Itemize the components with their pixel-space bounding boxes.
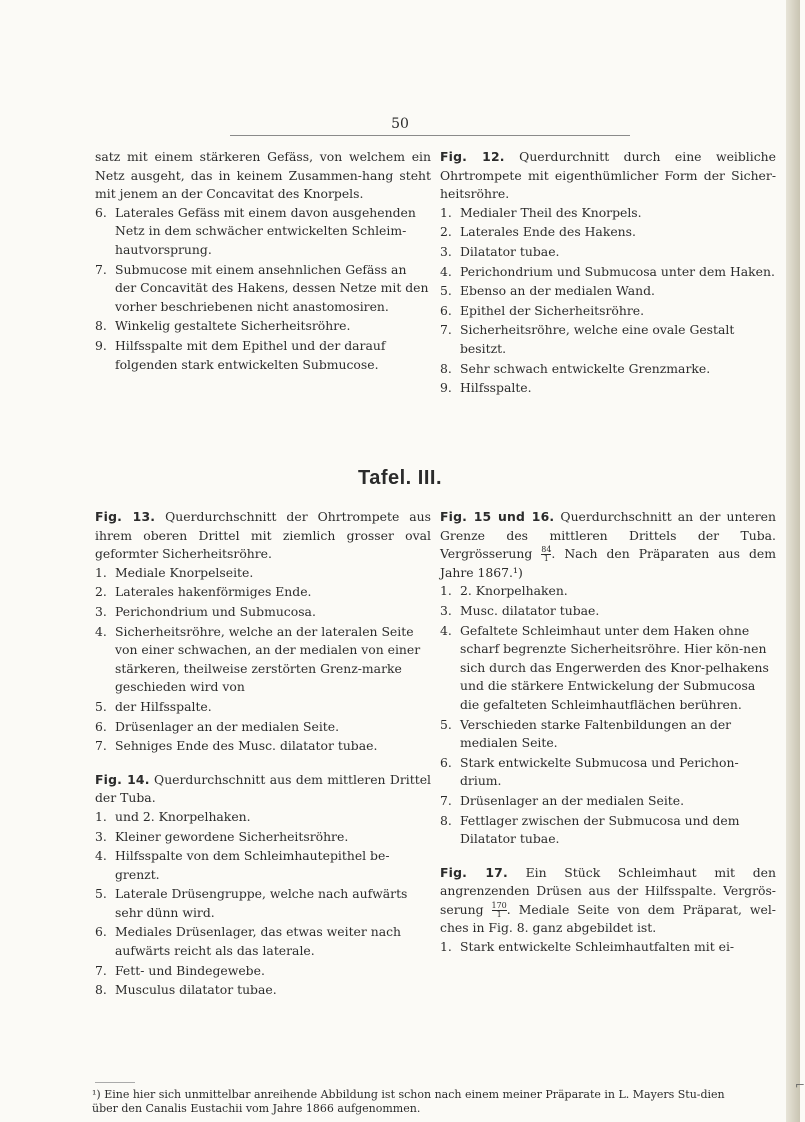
legend-item: 5. Ebenso an der medialen Wand. (440, 283, 655, 299)
legend-item: 6. Laterales Gefäss mit einem davon ausgehenden Netz in dem schwächer entwickelten Schleim-hautvorsprung. (95, 204, 416, 257)
fig13-label: Fig. 13. (95, 509, 156, 524)
legend-item: 7. Fett- und Bindegewebe. (95, 962, 265, 978)
page-number: 50 (391, 116, 409, 132)
legend-item: 3. Dilatator tubae. (440, 243, 560, 259)
fig12-caption: Fig. 12. Querdurchnitt durch eine weibliche Ohrtrompete mit eigenthümlicher Form der Sicher-heitsröhre. (440, 149, 776, 202)
legend-item: 8. Fettlager zwischen der Submucosa und dem Dilatator tubae. (440, 812, 740, 847)
legend-item: 6. Drüsenlager an der medialen Seite. (95, 718, 340, 734)
legend-item: 7. Sehniges Ende des Musc. dilatator tubae. (95, 738, 378, 754)
legend-item: 2. Laterales Ende des Hakens. (440, 224, 636, 240)
legend-item: 5. der Hilfsspalte. (95, 698, 212, 714)
legend-item: 9. Hilfsspalte mit dem Epithel und der darauf folgenden stark entwickelten Submucose. (95, 337, 386, 372)
fig17-caption: Fig. 17. Ein Stück Schleimhaut mit den angrenzenden Drüsen aus der Hilfsspalte. Vergrös-serung $\frac{170}{1}$ . Mediale Seite von dem Präparat, wel-ches in Fig. 8. ganz abgebildet ist. (440, 864, 776, 936)
legend-item (95, 375, 431, 394)
legend-item: 3. Perichondrium und Submucosa. (95, 603, 316, 619)
legend-item: 9. Hilfsspalte. (440, 380, 532, 396)
right-top-column (440, 148, 776, 399)
legend-item: 7. Submucose mit einem ansehnlichen Gefäss an der Concavität des Hakens, dessen Netze mit den vorher beschriebenen nicht anastomosiren. (95, 261, 429, 314)
fig13-caption: Fig. 13. Querdurchschnitt der Ohrtrompete aus ihrem oberen Drittel mit ziemlich grosser oval geformter Sicherheitsröhre. (95, 509, 431, 562)
legend-item: 8. Winkelig gestaltete Sicherheitsröhre. (95, 318, 351, 334)
header-rule (230, 135, 630, 136)
legend-item: 4. Gefaltete Schleimhaut unter dem Haken ohne scharf begrenzte Sicherheitsröhre. Hier kön-nen sich durch das Engerwerden des Knor-pelhakens und die stärkere Entwickelung der Submucosa die gefalteten Schleimhautflächen berühren. (440, 622, 769, 712)
legend-item: 1. Mediale Knorpelseite. (95, 564, 254, 580)
continuation-paragraph: satz mit einem stärkeren Gefäss, von welchem ein Netz ausgeht, das in keinem Zusammen-hang steht mit jenem an der Concavitat des Knorpels. (95, 149, 431, 202)
legend-item: 7. Sicherheitsröhre, welche eine ovale Gestalt besitzt. (440, 322, 735, 356)
legend-item: 6. Stark entwickelte Submucosa und Perichon-drium. (440, 754, 739, 789)
legend-item: 6. Mediales Drüsenlager, das etwas weiter nach aufwärts reicht als das laterale. (95, 924, 402, 959)
fig14-label: Fig. 14. (95, 771, 150, 787)
scan-mark: ⌐ (795, 1078, 805, 1092)
legend-item: 5. Verschieden starke Faltenbildungen an der medialen Seite. (440, 716, 732, 751)
legend-item: 3. Musc. dilatator tubae. (440, 602, 600, 618)
legend-item: 4. Perichondrium und Submucosa unter dem Haken. (440, 263, 775, 279)
left-bottom-column (95, 508, 431, 1001)
left-top-column (95, 148, 431, 395)
footnote-rule (95, 1082, 135, 1083)
magnification-fraction: $\frac{170}{1}$ (491, 900, 507, 919)
legend-item: 8. Musculus dilatator tubae. (95, 982, 277, 998)
legend-item: 1. und 2. Knorpelhaken. (95, 808, 251, 824)
fig15-label: Fig. 15 und 16. (440, 509, 555, 524)
legend-item: 1. Stark entwickelte Schleimhautfalten mit ei- (440, 939, 735, 955)
legend-item: 2. Laterales hakenförmiges Ende. (95, 584, 312, 600)
right-bottom-column (440, 508, 776, 958)
legend-item: 4. Hilfsspalte von dem Schleimhautepithel be-grenzt. (95, 848, 390, 882)
fig15-caption: Fig. 15 und 16. Querdurchschnitt an der unteren Grenze des mittleren Drittels der Tuba. Vergrösserung $\frac{84}{1}$ . Nach den Präparaten aus dem Jahre 1867.¹) (440, 509, 776, 580)
legend-item: 3. Kleiner gewordene Sicherheitsröhre. (95, 828, 349, 844)
legend-item: 1. 2. Knorpelhaken. (440, 583, 568, 599)
legend-item: 1. Medialer Theil des Knorpels. (440, 204, 642, 220)
fig12-label: Fig. 12. (440, 149, 505, 164)
legend-item: 4. Sicherheitsröhre, welche an der lateralen Seite von einer schwachen, an der medialen von einer stärkeren, theilweise zerstörten Grenz-marke geschieden wird von (95, 623, 421, 695)
magnification-fraction: $\frac{84}{1}$ (541, 545, 552, 564)
fig14-caption: Fig. 14. Querdurchschnitt aus dem mittleren Drittel der Tuba. (95, 771, 431, 806)
fig17-label: Fig. 17. (440, 864, 508, 880)
tafel-heading: Tafel. III. (357, 467, 443, 489)
legend-item: 8. Sehr schwach entwickelte Grenzmarke. (440, 360, 711, 376)
legend-item: 7. Drüsenlager an der medialen Seite. (440, 792, 685, 808)
footnote: ¹) Eine hier sich unmittelbar anreihende Abbildung ist schon nach einem meiner Präparate in L. Mayers Stu-dien über den Canalis Eustachii vom Jahre 1866 aufgenommen. (92, 1088, 725, 1115)
legend-item: 6. Epithel der Sicherheitsröhre. (440, 302, 645, 318)
legend-item: 5. Laterale Drüsengruppe, welche nach aufwärts sehr dünn wird. (95, 886, 408, 920)
page-edge (786, 0, 800, 1122)
